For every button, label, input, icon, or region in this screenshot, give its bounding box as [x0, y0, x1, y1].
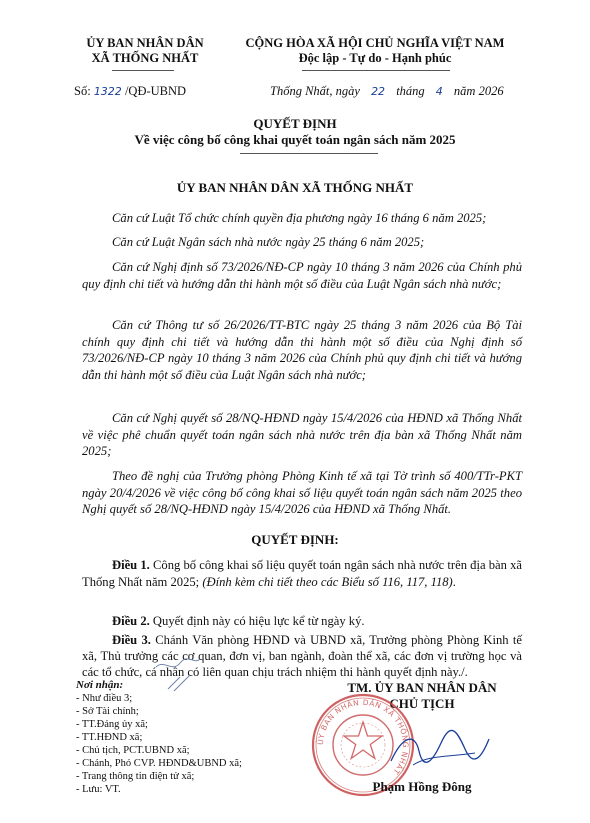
decision-heading: QUYẾT ĐỊNH: — [251, 532, 339, 547]
nation-line1: CỘNG HÒA XÃ HỘI CHỦ NGHĨA VIỆT NAM — [245, 36, 505, 50]
doc-no-value: 1322 — [93, 85, 122, 98]
date-year: năm 2026 — [453, 84, 504, 98]
legal-basis-5: Căn cứ Nghị quyết số 28/NQ-HĐND ngày 15/4/2026 của HĐND xã Thống Nhất về việc phê chuẩn quyết toán ngân sách nhà nước trên địa bàn xã Thống Nhất năm 2025; — [82, 411, 522, 458]
proposal-basis: Theo đề nghị của Trưởng phòng Phòng Kinh tế xã tại Tờ trình số 400/TTr-PKT ngày 20/4/2026 về việc công bố công khai số liệu quyết toán ngân sách năm 2025 theo Nghị quyết số 28/NQ-HĐND ngày 15/4/2026 của HĐND xã Thống Nhất. — [82, 469, 522, 516]
authority-heading: ỦY BAN NHÂN DÂN XÃ THỐNG NHẤT — [176, 180, 414, 195]
document-number — [74, 84, 186, 99]
org-line2: XÃ THỐNG NHẤT — [91, 51, 199, 65]
article-3 — [82, 632, 522, 680]
seal-text: ỦY BAN NHÂN DÂN XÃ THỐNG NHẤT — [315, 697, 411, 777]
recipient-item: - Trang thông tin điện tử xã; — [76, 771, 195, 782]
legal-basis-3: Căn cứ Nghị định số 73/2026/NĐ-CP ngày 10 tháng 3 năm 2026 của Chính phủ quy định chi tiết và hướng dẫn thi hành một số điều của Luật Ngân sách nhà nước; — [82, 260, 522, 291]
signer-name: Phạm Hồng Đông — [372, 779, 472, 794]
doc-no-suffix: /QĐ-UBND — [124, 84, 187, 98]
recipient-item: - Lưu: VT. — [76, 784, 121, 795]
recipient-item: - Chánh, Phó CVP. HĐND&UBND xã; — [76, 758, 242, 769]
recipient-item: - TT.Đảng ủy xã; — [76, 719, 148, 730]
national-motto — [230, 36, 520, 66]
date-month-label: tháng — [396, 84, 425, 98]
recipient-item: - TT.HĐND xã; — [76, 732, 143, 743]
recipients-block — [76, 678, 276, 796]
article-3-label: Điều 3. — [112, 633, 151, 647]
date-day: 22 — [371, 85, 386, 98]
date-prefix: Thống Nhất, ngày — [270, 84, 360, 98]
recipient-item: - Như điều 3; — [76, 693, 133, 704]
article-1 — [82, 557, 522, 591]
document-subject: Về việc công bố công khai quyết toán ngân sách năm 2025 — [134, 132, 456, 147]
signature-title-1: TM. ỦY BAN NHÂN DÂN — [347, 680, 497, 695]
handwritten-signature — [385, 725, 495, 775]
article-2-text: Quyết định này có hiệu lực kể từ ngày ký. — [149, 614, 365, 628]
article-2-label: Điều 2. — [112, 614, 150, 628]
article-1-note: (Đính kèm chi tiết theo các Biểu số 116, 117, 118) — [202, 575, 453, 589]
article-1-text: Công bố công khai số liệu quyết toán ngân sách nhà nước trên địa bàn xã Thống Nhất năm 2025; — [82, 558, 523, 589]
recipient-item: - Sở Tài chính; — [76, 706, 139, 717]
date-month: 4 — [435, 85, 443, 98]
article-3-text: Chánh Văn phòng HĐND và UBND xã, Trưởng phòng Phòng Kinh tế xã, Thủ trưởng các cơ quan, đơn vị, ban ngành, đoàn thể xã, các đơn vị trường học và các tổ chức, cá nhân có liên quan chịu trách nhiệm thi hành quyết định này./. — [82, 633, 523, 679]
title-underline — [240, 153, 378, 154]
issuing-authority — [70, 36, 220, 66]
legal-basis-4: Căn cứ Thông tư số 26/2026/TT-BTC ngày 25 tháng 3 năm 2026 của Bộ Tài chính quy định chi tiết và hướng dẫn thi hành một số điều của Nghị định số 73/2026/NĐ-CP ngày 10 tháng 3 năm 2026 của Chính phủ quy định chi tiết và hướng dẫn thi hành một số điều của Luật Ngân sách nhà nước; — [82, 318, 522, 382]
org-line1: ỦY BAN NHÂN DÂN — [86, 36, 204, 50]
signature-title-2: CHỦ TỊCH — [389, 696, 455, 711]
recipient-item: - Chủ tịch, PCT.UBND xã; — [76, 745, 190, 756]
document-title: QUYẾT ĐỊNH — [253, 116, 337, 131]
document-date — [270, 84, 504, 99]
legal-basis-1: Căn cứ Luật Tổ chức chính quyền địa phương ngày 16 tháng 6 năm 2025; — [112, 211, 487, 225]
recipients-title: Nơi nhận: — [76, 679, 124, 691]
legal-basis-2: Căn cứ Luật Ngân sách nhà nước ngày 25 tháng 6 năm 2025; — [112, 235, 425, 249]
doc-no-prefix: Số: — [74, 84, 91, 98]
article-1-end: . — [452, 575, 456, 589]
org-underline — [112, 70, 174, 71]
article-1-label: Điều 1. — [112, 558, 150, 572]
motto-underline — [302, 70, 450, 71]
article-2 — [82, 613, 522, 630]
nation-line2: Độc lập - Tự do - Hạnh phúc — [298, 51, 452, 65]
